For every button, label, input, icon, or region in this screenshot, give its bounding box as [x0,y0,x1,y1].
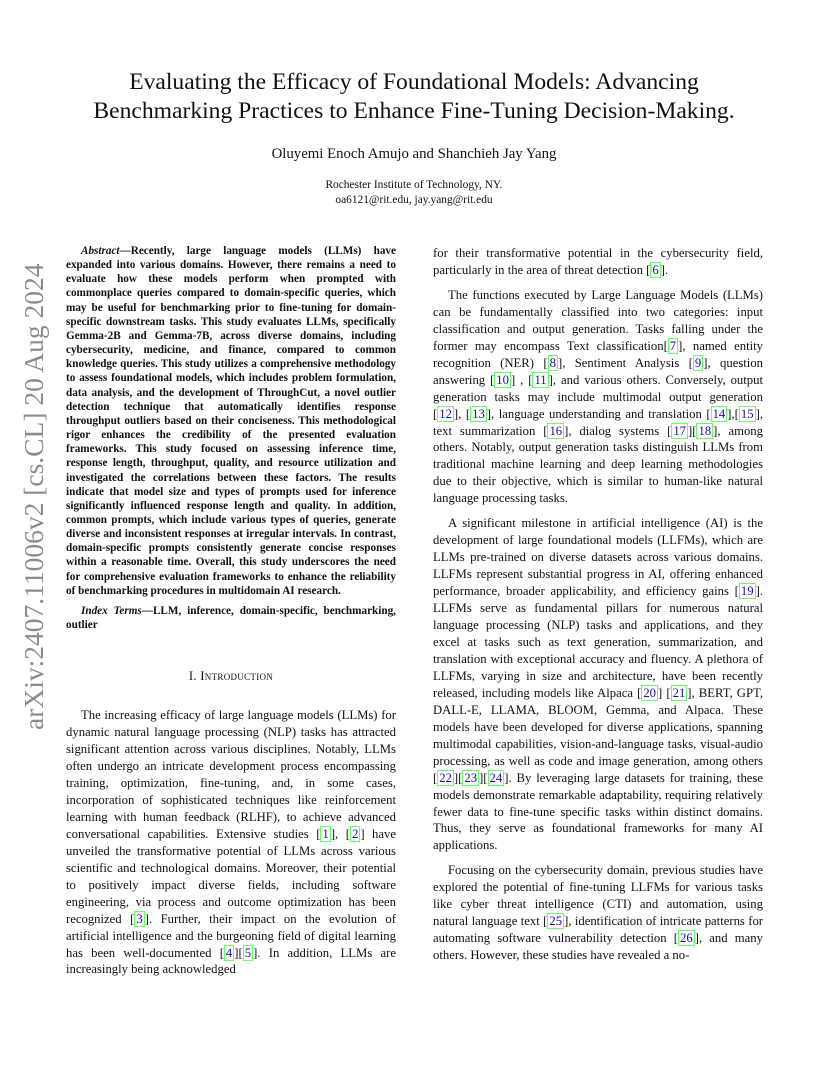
citation-link[interactable]: 6 [652,262,659,277]
intro-paragraph-3: A significant milestone in artificial intelligence (AI) is the development of large foundational models (LLFMs), which are LLMs pre-trained on diverse datasets across various domains. LLFMs represent substantial progress in AI, offering enhanced performance, broader applicability, and efficiency gains [ 19 ]. LLFMs serve as fundamental pillars for numerous natural language processing (NLP) tasks and applications, and they excel at tasks such as text generation, summarization, and translation with exceptional accuracy and fluency. A plethora of LLFMs, varying in size and architecture, have been recently released, including models like Alpaca [ 20 ] [ 21 ], BERT, GPT, DALL-E, LLAMA, BLOOM, Gemma, and Alpaca. These models have been developed for diverse applications, spanning multimodal capabilities, vision-and-language tasks, visual-audio processing, as well as code and image generation, among others [ 22 ][ 23 ][ 24 ]. By leveraging large datasets for training, these models demonstrate remarkable adaptability, requiring relatively fewer data to fine-tune specific tasks within distinct domains. Thus, they serve as foundational frameworks for many AI applications. [433,516,763,853]
citation-link[interactable]: 13 [472,406,485,421]
title-line-1: Evaluating the Efficacy of Foundational Models: Advancing [129,69,699,95]
citation-link[interactable]: 18 [698,423,712,438]
citation-link[interactable]: 3 [136,911,143,926]
citation-link[interactable]: 23 [464,770,478,785]
citation-link[interactable]: 7 [669,338,677,353]
citation-link[interactable]: 20 [643,685,657,700]
abstract-lead: Abstract [81,245,120,257]
citation-link[interactable]: 8 [549,355,556,370]
citation-link[interactable]: 1 [322,826,329,841]
author-emails: oa6121@rit.edu, jay.yang@rit.edu [335,194,493,206]
citation-link[interactable]: 11 [534,372,547,387]
left-column [66,244,396,978]
index-terms [66,604,396,632]
citation-link[interactable]: 21 [672,685,686,700]
citation-link[interactable]: 26 [680,931,693,946]
citation-link[interactable]: 14 [712,406,726,421]
affiliation: Rochester Institute of Technology, NY. [325,179,503,191]
title-line-2: Benchmarking Practices to Enhance Fine-Tuning Decision-Making. [93,97,735,124]
citation-link[interactable]: 25 [549,914,563,929]
citation-link[interactable]: 10 [496,372,509,387]
citation-link[interactable]: 22 [439,770,452,785]
arxiv-identifier: arXiv:2407.11006v2 [cs.CL] 20 Aug 2024 [18,263,49,730]
citation-link[interactable]: 9 [694,355,702,370]
affiliation-block [80,178,748,208]
abstract [66,244,396,598]
citation-link[interactable]: 16 [549,423,563,438]
intro-paragraph-1-continued: for their transformative potential in the cybersecurity field, particularly in the area of threat detection [ 6 ]. [433,246,763,277]
citation-link[interactable]: 15 [740,406,754,421]
paper-title [80,68,748,125]
citation-link[interactable]: 17 [673,423,687,438]
citation-link[interactable]: 19 [740,584,754,599]
intro-paragraph-1: The increasing efficacy of large language models (LLMs) for dynamic natural language processing (NLP) tasks has attracted significant attention across various disciplines. Notably, LLMs often undergo an intricate development process encompassing training, optimization, fine-tuning, and, in some cases, incorporation of sophisticated techniques like reinforcement learning with human feedback (RLHF), to achieve advanced conversational capabilities. Extensive studies [ 1 ], [ 2 ] have unveiled the transformative potential of LLMs across various scientific and technological domains. Moreover, their potential to positively impact diverse fields, including software engineering, via process and outcome optimization has been recognized [ 3 ]. Further, their impact on the evolution of artificial intelligence and the burgeoning field of digital learning has been well-documented [ 4 ][ 5 ]. In addition, LLMs are increasingly being acknowledged [66,708,397,977]
citation-link[interactable]: 2 [351,826,359,841]
index-terms-text: —LLM, inference, domain-specific, benchmarking, outlier [66,604,396,632]
section-heading-introduction: I. Introduction [188,669,274,684]
intro-paragraph-2: The functions executed by Large Language Models (LLMs) can be fundamentally classified into two categories: input classification and output generation. Tasks falling under the former may encompass Text classification[ 7 ], named entity recognition (NER) [ 8 ], Sentiment Analysis [ 9 ], question answering [ 10 ] , [ 11 ], and various others. Conversely, output generation tasks may include multimodal output generation [ 12 ], [ 13 ], language understanding and translation [ 14 ],[ 15 ], text summarization [ 16 ], dialog systems [ 17 ][ 18 ], among others. Notably, output generation tasks distinguish LLMs from traditional machine learning and deep learning methodologies due to their objective, which is similar to human-like natural language processing tasks. [433,287,764,506]
index-terms-lead: Index Terms [81,604,142,617]
citation-link[interactable]: 12 [439,406,452,421]
citation-link[interactable]: 5 [244,945,252,960]
intro-paragraph-4: Focusing on the cybersecurity domain, previous studies have explored the potential of fine-tuning LLFMs for various tasks like cyber threat intelligence (CTI) and automation, using natural language text [ 25 ], identification of intricate patterns for automating software vulnerability detection [ 26 ], and many others. However, these studies have revealed a no- [433,863,764,963]
abstract-text: —Recently, large language models (LLMs) have expanded into various domains. However, there remains a need to evaluate how these models perform when prompted with commonplace queries compared to domain-specific queries, which may be useful for benchmarking prior to fine-tuning for domain-specific downstream tasks. This study evaluates LLMs, specifically Gemma-2B and Gemma-7B, across diverse domains, including cybersecurity, medicine, and finance, compared to common knowledge queries. This study utilizes a comprehensive methodology to assess foundational models, which includes problem formulation, data analysis, and the development of ThroughCut, a novel outlier detection technique that automatically identifies response throughput outliers based on their conciseness. This methodological rigor enhances the credibility of the presented evaluation frameworks. This study focused on assessing inference time, response length, throughput, quality, and resource utilization and investigated the correlations between these factors. The results indicate that model size and types of prompts used for inference significantly influenced response length and quality. In addition, common prompts, which include various types of queries, generate diverse and inconsistent responses at irregular intervals. In contrast, domain-specific prompts consistently generate concise responses within a reasonable time. Overall, this study underscores the need for comprehensive evaluation frameworks to enhance the reliability of benchmarking procedures in multidomain AI research. [66,245,396,597]
right-column [433,245,763,964]
citation-link[interactable]: 24 [489,770,503,785]
authors: Oluyemi Enoch Amujo and Shanchieh Jay Yang [271,146,557,162]
citation-link[interactable]: 4 [225,945,233,960]
